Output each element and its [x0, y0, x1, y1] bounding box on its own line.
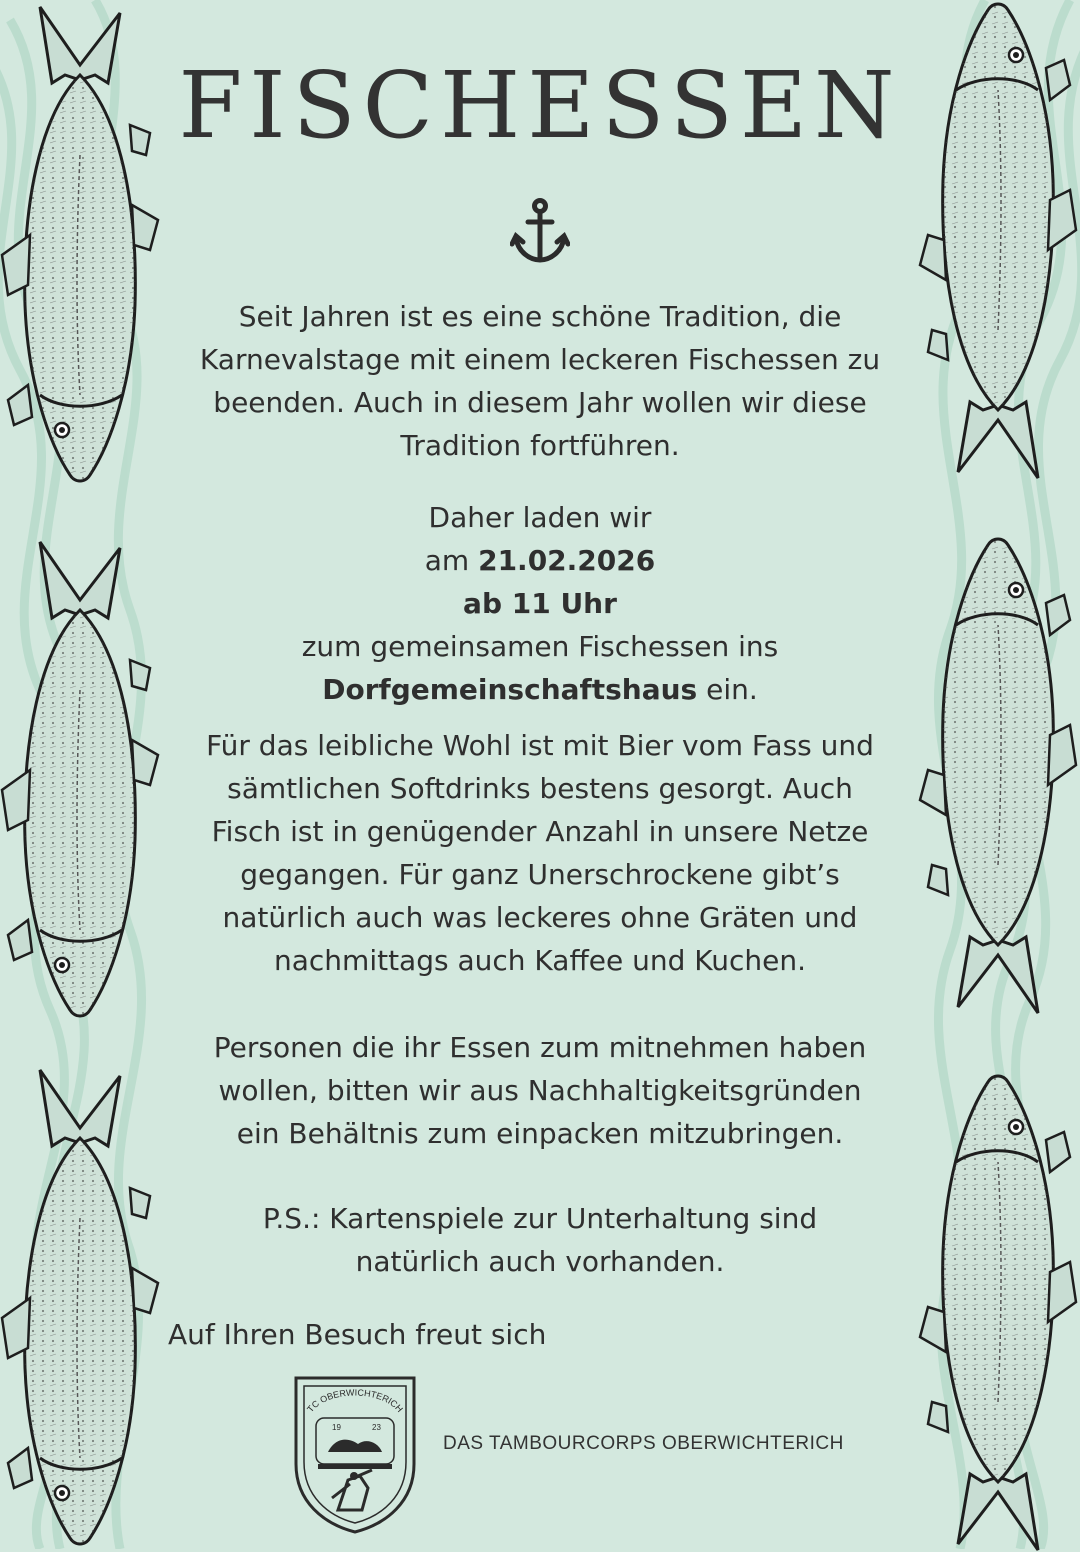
invitation-block — [160, 496, 920, 711]
takeaway-line: wollen, bitten wir aus Nachhaltigkeitsgründen — [218, 1074, 862, 1107]
venue-suffix: ein. — [706, 673, 758, 706]
food-line: Fisch ist in genügender Anzahl in unsere Netze — [211, 815, 869, 848]
food-line: sämtlichen Softdrinks bestens gesorgt. Auch — [227, 772, 853, 805]
anchor-icon — [510, 198, 570, 264]
ps-line: natürlich auch vorhanden. — [355, 1245, 725, 1278]
invite-line: zum gemeinsamen Fischessen ins — [301, 630, 779, 663]
venue-line — [160, 668, 920, 711]
svg-text:TC OBERWICHTERICH — [305, 1387, 405, 1414]
closing-text: Auf Ihren Besuch freut sich — [168, 1318, 547, 1351]
invite-line: Daher laden wir — [428, 501, 652, 534]
fish-illustration — [0, 1068, 160, 1548]
page-title: FISCHESSEN — [178, 52, 902, 159]
date-prefix: am — [424, 544, 470, 577]
fish-illustration — [918, 1072, 1078, 1552]
food-paragraph — [160, 724, 920, 982]
invite-date-line — [160, 539, 920, 582]
crest-year-left: 19 — [332, 1423, 341, 1432]
food-line: gegangen. Für ganz Unerschrockene gibt’s — [240, 858, 840, 891]
event-time: ab 11 Uhr — [463, 587, 617, 620]
crest-year-right: 23 — [372, 1423, 381, 1432]
event-date: 21.02.2026 — [478, 544, 656, 577]
intro-paragraph — [160, 295, 920, 467]
event-venue: Dorfgemeinschaftshaus — [322, 673, 698, 706]
intro-line: Tradition fortführen. — [400, 429, 680, 462]
food-line: Für das leibliche Wohl ist mit Bier vom Fass und — [206, 729, 874, 762]
intro-line: beenden. Auch in diesem Jahr wollen wir diese — [213, 386, 867, 419]
ps-paragraph — [160, 1197, 920, 1283]
intro-line: Karnevalstage mit einem leckeren Fischessen zu — [199, 343, 881, 376]
takeaway-paragraph — [160, 1026, 920, 1155]
club-crest — [288, 1372, 422, 1536]
takeaway-line: ein Behältnis zum einpacken mitzubringen. — [236, 1117, 844, 1150]
takeaway-line: Personen die ihr Essen zum mitnehmen haben — [213, 1031, 867, 1064]
crest-text: TC OBERWICHTERICH — [305, 1387, 405, 1415]
food-line: natürlich auch was leckeres ohne Gräten und — [222, 901, 858, 934]
fish-illustration — [918, 535, 1078, 1015]
club-name: DAS TAMBOURCORPS OBERWICHTERICH — [443, 1433, 844, 1454]
food-line: nachmittags auch Kaffee und Kuchen. — [274, 944, 806, 977]
ps-line: P.S.: Kartenspiele zur Unterhaltung sind — [262, 1202, 818, 1235]
fish-illustration — [0, 540, 160, 1020]
intro-line: Seit Jahren ist es eine schöne Tradition, die — [238, 300, 842, 333]
